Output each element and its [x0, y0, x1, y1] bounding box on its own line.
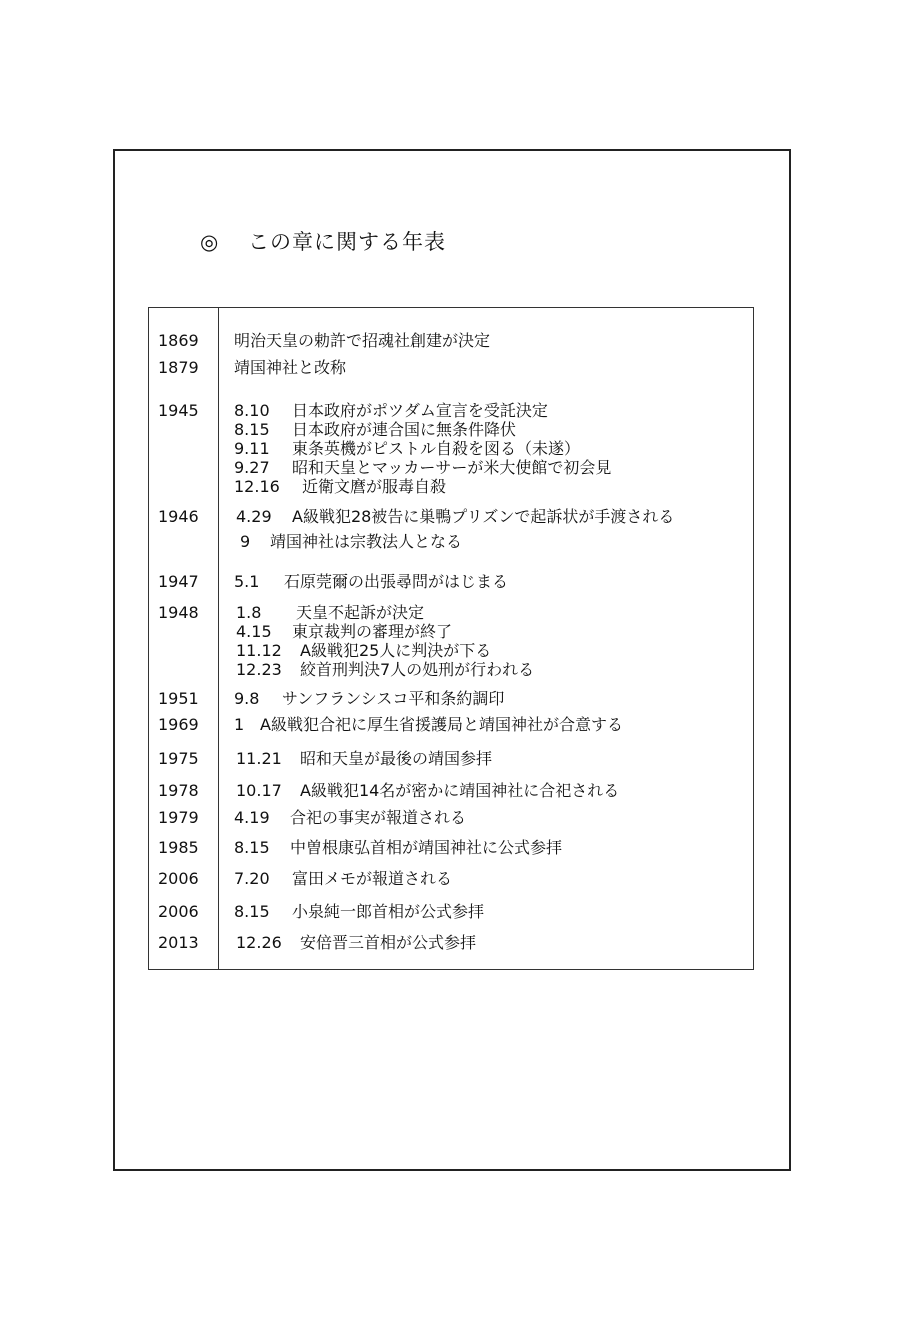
event-text: 東京裁判の審理が終了 — [292, 622, 453, 641]
event-text: A級戦犯14名が密かに靖国神社に合祀される — [300, 781, 620, 800]
event-date: 1 — [234, 715, 245, 734]
timeline-event — [234, 869, 452, 889]
page-title-text: この章に関する年表 — [248, 230, 446, 254]
event-date: 9.8 — [234, 689, 260, 708]
event-text: A級戦犯合祀に厚生省援護局と靖国神社が合意する — [260, 715, 623, 734]
timeline-event — [236, 749, 492, 769]
event-text: 石原莞爾の出張尋問がはじまる — [284, 572, 509, 591]
year-label: 2006 — [158, 902, 199, 921]
year-label: 1869 — [158, 331, 199, 350]
timeline-event — [236, 933, 476, 953]
event-date: 12.16 — [234, 477, 280, 496]
event-date: 5.1 — [234, 572, 260, 591]
event-text: 絞首刑判決7人の処刑が行われる — [300, 660, 535, 679]
event-text: 東条英機がピストル自殺を図る（未遂） — [292, 439, 581, 458]
timeline-event — [234, 838, 562, 858]
timeline-event — [234, 420, 516, 440]
year-label: 1951 — [158, 689, 199, 708]
event-date: 8.10 — [234, 401, 270, 420]
timeline-event — [234, 715, 623, 735]
timeline-event — [236, 660, 534, 680]
event-date: 9.11 — [234, 439, 270, 458]
year-label: 2006 — [158, 869, 199, 888]
year-label: 2013 — [158, 933, 199, 952]
event-date: 7.20 — [234, 869, 270, 888]
year-label: 1947 — [158, 572, 199, 591]
event-text: A級戦犯25人に判決が下る — [300, 641, 492, 660]
timeline-event — [234, 689, 504, 709]
year-label: 1879 — [158, 358, 199, 377]
event-text: 小泉純一郎首相が公式参拝 — [292, 902, 485, 921]
year-label: 1979 — [158, 808, 199, 827]
event-text: A級戦犯28被告に巣鴨プリズンで起訴状が手渡される — [292, 507, 675, 526]
timeline-column-divider — [218, 307, 219, 970]
year-label: 1985 — [158, 838, 199, 857]
event-date: 12.23 — [236, 660, 282, 679]
event-date: 11.21 — [236, 749, 282, 768]
event-text: 安倍晋三首相が公式参拝 — [300, 933, 477, 952]
event-text: 昭和天皇とマッカーサーが米大使館で初会見 — [292, 458, 612, 477]
event-text: 中曽根康弘首相が靖国神社に公式参拝 — [290, 838, 563, 857]
event-date: 4.29 — [236, 507, 272, 526]
year-label: 1975 — [158, 749, 199, 768]
event-text: 近衛文麿が服毒自殺 — [302, 477, 447, 496]
year-label: 1945 — [158, 401, 199, 420]
timeline-event — [234, 477, 446, 497]
timeline-event — [236, 603, 424, 623]
double-circle-icon: ◎ — [200, 230, 220, 254]
timeline-event — [234, 902, 484, 922]
event-date: 4.15 — [236, 622, 272, 641]
page-title — [200, 228, 446, 256]
timeline-event — [236, 622, 452, 642]
event-text: 昭和天皇が最後の靖国参拝 — [300, 749, 493, 768]
event-text: 合祀の事実が報道される — [290, 808, 467, 827]
timeline-event — [234, 358, 346, 378]
year-label: 1969 — [158, 715, 199, 734]
event-text: 日本政府がポツダム宣言を受託決定 — [292, 401, 548, 420]
event-date: 1.8 — [236, 603, 262, 622]
event-date: 4.19 — [234, 808, 270, 827]
event-text: 日本政府が連合国に無条件降伏 — [292, 420, 517, 439]
timeline-event — [236, 507, 674, 527]
event-date: 8.15 — [234, 420, 270, 439]
event-text: 富田メモが報道される — [292, 869, 453, 888]
event-text: 天皇不起訴が決定 — [296, 603, 425, 622]
timeline-event — [240, 532, 462, 552]
timeline-event — [234, 808, 466, 828]
event-text: 靖国神社は宗教法人となる — [270, 532, 463, 551]
event-text: 明治天皇の勅許で招魂社創建が決定 — [234, 331, 491, 350]
event-date: 10.17 — [236, 781, 282, 800]
event-date: 9.27 — [234, 458, 270, 477]
timeline-event — [236, 781, 619, 801]
event-date: 12.26 — [236, 933, 282, 952]
event-date: 8.15 — [234, 902, 270, 921]
timeline-event — [234, 401, 548, 421]
event-text: 靖国神社と改称 — [234, 358, 347, 377]
timeline-event — [234, 331, 490, 351]
event-date: 8.15 — [234, 838, 270, 857]
timeline-event — [234, 572, 508, 592]
timeline-event — [234, 458, 611, 478]
event-text: サンフランシスコ平和条約調印 — [282, 689, 505, 708]
year-label: 1948 — [158, 603, 199, 622]
year-label: 1946 — [158, 507, 199, 526]
timeline-event — [236, 641, 491, 661]
year-label: 1978 — [158, 781, 199, 800]
timeline-event — [234, 439, 580, 459]
event-date: 9 — [240, 532, 251, 551]
event-date: 11.12 — [236, 641, 282, 660]
